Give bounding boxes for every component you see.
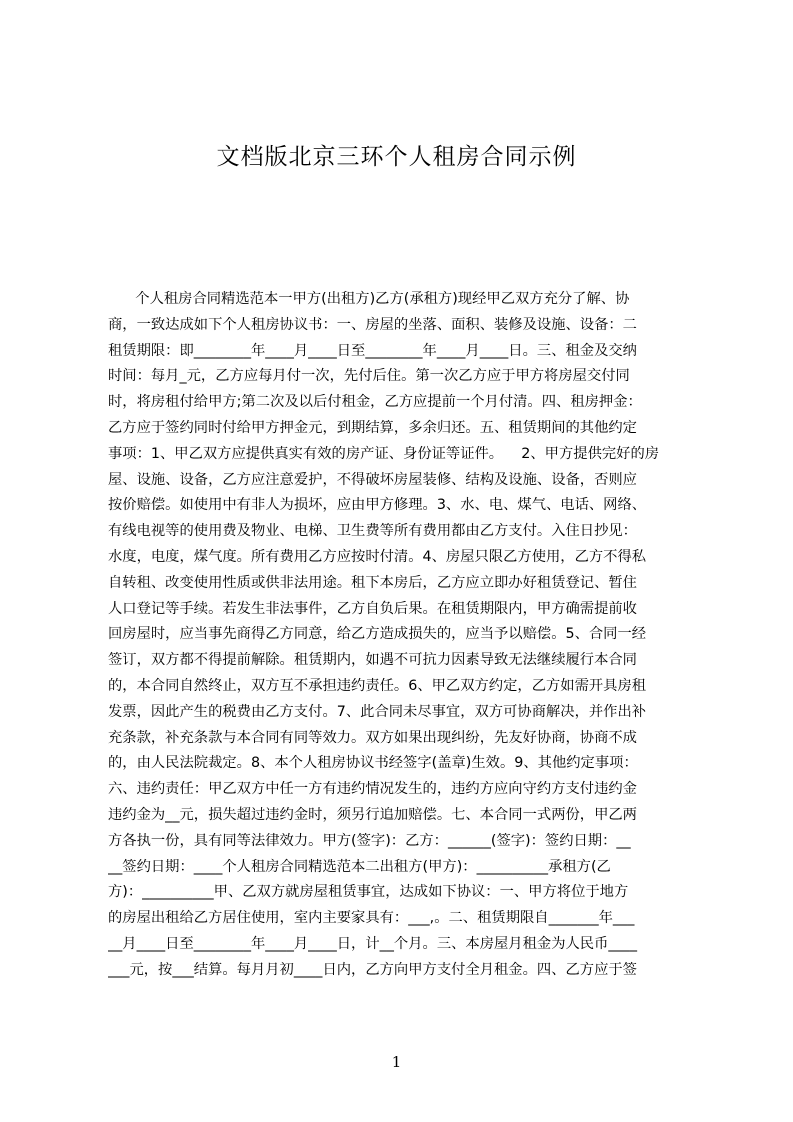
body-line: 回房屋时，应当事先商得乙方同意，给乙方造成损失的，应当予以赔偿。5、合同一经 (108, 626, 647, 643)
body-line: 水度，电度，煤气度。所有费用乙方应按时付清。4、房屋只限乙方使用，乙方不得私 (108, 548, 647, 565)
body-line: 乙方应于签约同时付给甲方押金元，到期结算，多余归还。五、租赁期间的其他约定 (108, 419, 637, 436)
body-line: 个人租房合同精选范本一甲方(出租方)乙方(承租方)现经甲乙双方充分了解、协 (108, 291, 630, 307)
body-line: 按价赔偿。如使用中有非人为损坏，应由甲方修理。3、水、电、煤气、电话、网络、 (108, 497, 647, 514)
body-line: 方各执一份，具有同等法律效力。甲方(签字)：乙方：______(签字)：签约日期：__ (108, 832, 631, 849)
body-line: 人口登记等手续。若发生非法事件，乙方自负后果。在租赁期限内，甲方确需提前收 (108, 600, 637, 617)
body-line: 发票，因此产生的税费由乙方支付。7、此合同未尽事宜，双方可协商解决，并作出补 (108, 703, 647, 720)
body-line: 有线电视等的使用费及物业、电梯、卫生费等所有费用都由乙方支付。入住日抄见： (108, 523, 637, 540)
body-line: 方)：__________甲、乙双方就房屋租赁事宜，达成如下协议：一、甲方将位于地方 (108, 884, 629, 901)
body-line: 租赁期限：即________年____月____日至________年____月____日。三、租金及交纳 (108, 342, 637, 359)
body-line: 违约金为__元，损失超过违约金时，须另行追加赔偿。七、本合同一式两份，甲乙两 (108, 806, 637, 823)
body-line: ___元，按___结算。每月月初____日内，乙方向甲方支付全月租金。四、乙方应于签 (108, 961, 637, 978)
body-line: __签约日期：____个人租房合同精选范本二出租方(甲方)：__________承租方(乙 (108, 858, 611, 875)
body-line: 自转租、改变使用性质或供非法用途。租下本房后，乙方应立即办好租赁登记、暂住 (108, 574, 637, 591)
body-line: 屋、设施、设备，乙方应注意爱护，不得破坏房屋装修、结构及设施、设备，否则应 (108, 471, 637, 488)
contract-body (108, 287, 700, 984)
body-line: 的，由人民法院裁定。8、本个人租房协议书经签字(盖章)生效。9、其他约定事项： (108, 755, 638, 772)
body-line: 六、违约责任：甲乙双方中任一方有违约情况发生的，违约方应向守约方支付违约金 (108, 781, 637, 798)
body-line: 商，一致达成如下个人租房协议书：一、房屋的坐落、面积、装修及设施、设备：二 (108, 316, 637, 333)
body-line: 时，将房租付给甲方;第二次及以后付租金，乙方应提前一个月付清。四、租房押金： (108, 394, 642, 411)
body-line: 签订，双方都不得提前解除。租赁期内，如遇不可抗力因素导致无法继续履行本合同 (108, 652, 637, 669)
body-line: __月____日至________年____月____日，计__个月。三、本房屋月租金为人民币____ (108, 935, 637, 952)
page-title: 文档版北京三环个人租房合同示例 (216, 144, 577, 170)
body-line: 的房屋出租给乙方居住使用，室内主要家具有：___,。二、租赁期限自_______年___ (108, 910, 635, 927)
body-line: 时间：每月_元，乙方应每月付一次，先付后住。第一次乙方应于甲方将房屋交付同 (108, 368, 630, 385)
body-line: 充条款，补充条款与本合同有同等效力。双方如果出现纠纷，先友好协商，协商不成 (108, 729, 637, 746)
body-line: 事项：1、甲乙双方应提供真实有效的房产证、身份证等证件。 2、甲方提供完好的房 (108, 445, 660, 462)
page-number: 1 (391, 1053, 402, 1071)
body-line: 的，本合同自然终止，双方互不承担违约责任。6、甲乙双方约定，乙方如需开具房租 (108, 677, 647, 694)
